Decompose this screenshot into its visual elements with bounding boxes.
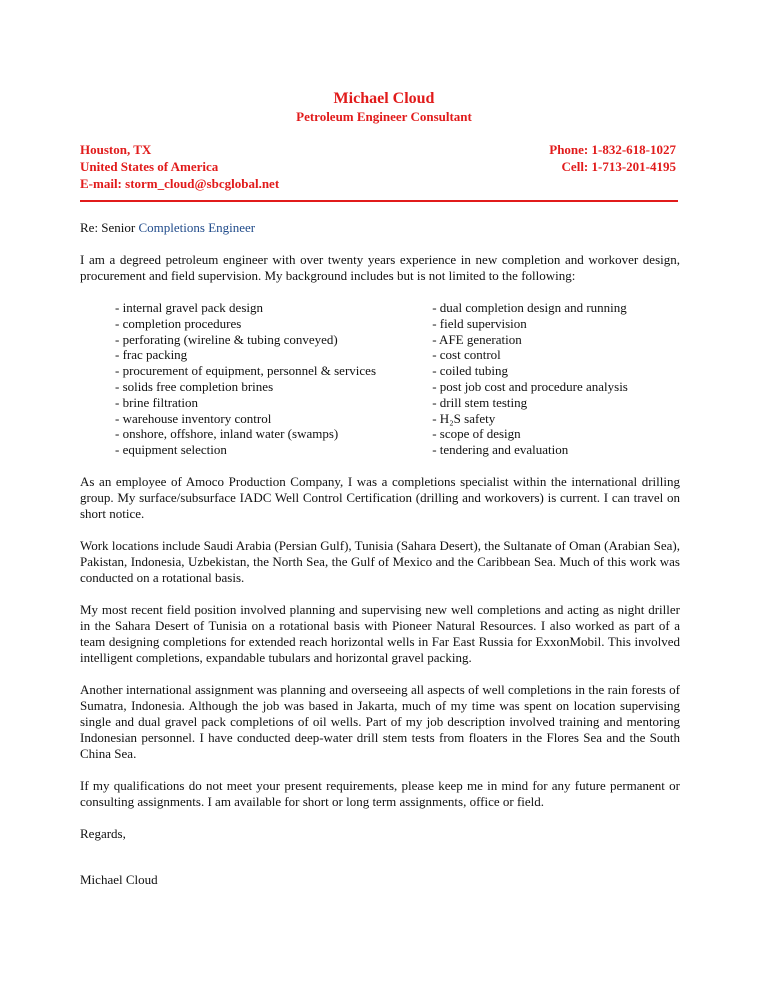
body-paragraph: Another international assignment was planning and overseeing all aspects of well completions in the rain forests of Sumatra, Indonesia. Although the job was based in Jakarta, much of my time was spent on location supervising single and dual gravel pack completions of oil wells. Part of my job description involved training and mentoring Indonesian personnel. I have conducted deep-water drill stem tests from floaters in the Flores Sea and the South China Sea. [80, 681, 680, 761]
skill-item: - field supervision [432, 315, 527, 331]
contact-left [80, 141, 279, 192]
contact-country: United States of America [80, 159, 219, 174]
sender-title: Petroleum Engineer Consultant [296, 109, 472, 124]
skill-item: - tendering and evaluation [432, 442, 569, 458]
skill-item: - onshore, offshore, inland water (swamps) [115, 426, 339, 442]
skill-item: - dual completion design and running [432, 300, 627, 315]
contact-right [549, 141, 676, 175]
body-paragraph: My most recent field position involved planning and supervising new well completions and acting as night driller in the Sahara Desert of Tunisia on a rotational basis with Pioneer Natural Resources. I also worked as part of a team designing completions for extended reach horizontal wells in Far East Russia for ExxonMobil. This involved intelligent completions, expandable tubulars and horizontal gravel packing. [80, 601, 680, 665]
skill-item: - warehouse inventory control [115, 410, 272, 426]
skill-item: - solids free completion brines [115, 378, 274, 394]
skill-item: - H₂S safety [432, 410, 496, 426]
contact-cell: Cell: 1-713-201-4195 [561, 159, 676, 174]
contact-city: Houston, TX [80, 142, 152, 157]
subject-role: Completions Engineer [138, 220, 256, 235]
skill-item: - frac packing [115, 347, 188, 363]
skill-item: - brine filtration [115, 394, 199, 410]
sender-name: Michael Cloud [333, 90, 435, 107]
skill-item: - coiled tubing [432, 363, 509, 379]
skill-item: - scope of design [432, 426, 521, 442]
subject-prefix: Re: Senior [80, 220, 139, 235]
closing: Regards, [80, 825, 126, 841]
skill-item: - post job cost and procedure analysis [432, 378, 628, 394]
skill-item: - procurement of equipment, personnel & services [115, 363, 376, 379]
header-divider [80, 200, 678, 202]
letter-body [80, 220, 680, 888]
body-paragraph: As an employee of Amoco Production Company, I was a completions specialist within the international drilling group. My surface/subsurface IADC Well Control Certification (drilling and workovers) is current. I can travel on short notice. [80, 473, 680, 521]
skills-column-right [432, 300, 680, 458]
skill-item: - drill stem testing [432, 394, 528, 410]
skill-item: - perforating (wireline & tubing conveyed) [115, 331, 338, 347]
skills-column-left [115, 300, 432, 458]
skill-item: - AFE generation [432, 331, 522, 347]
intro-paragraph: I am a degreed petroleum engineer with over twenty years experience in new completion and workover design, procurement and field supervision. My background includes but is not limited to the following: [80, 252, 680, 283]
subject-line [80, 220, 680, 236]
skill-item: - internal gravel pack design [115, 300, 263, 315]
body-paragraph: Work locations include Saudi Arabia (Persian Gulf), Tunisia (Sahara Desert), the Sultanate of Oman (Arabian Sea), Pakistan, Indonesia, Uzbekistan, the North Sea, the Gulf of Mexico and the Caribbean Sea. Much of this work was conducted on a rotational basis. [80, 537, 680, 585]
contact-email: E-mail: storm_cloud@sbcglobal.net [80, 176, 280, 191]
skill-item: - equipment selection [115, 442, 227, 458]
skills-list [80, 300, 680, 458]
skill-item: - completion procedures [115, 315, 242, 331]
contact-phone: Phone: 1-832-618-1027 [549, 142, 676, 157]
body-paragraph: If my qualifications do not meet your present requirements, please keep me in mind for any future permanent or consulting assignments. I am available for short or long term assignments, office or field. [80, 777, 680, 809]
signature: Michael Cloud [80, 871, 158, 887]
skill-item: - cost control [432, 347, 501, 363]
